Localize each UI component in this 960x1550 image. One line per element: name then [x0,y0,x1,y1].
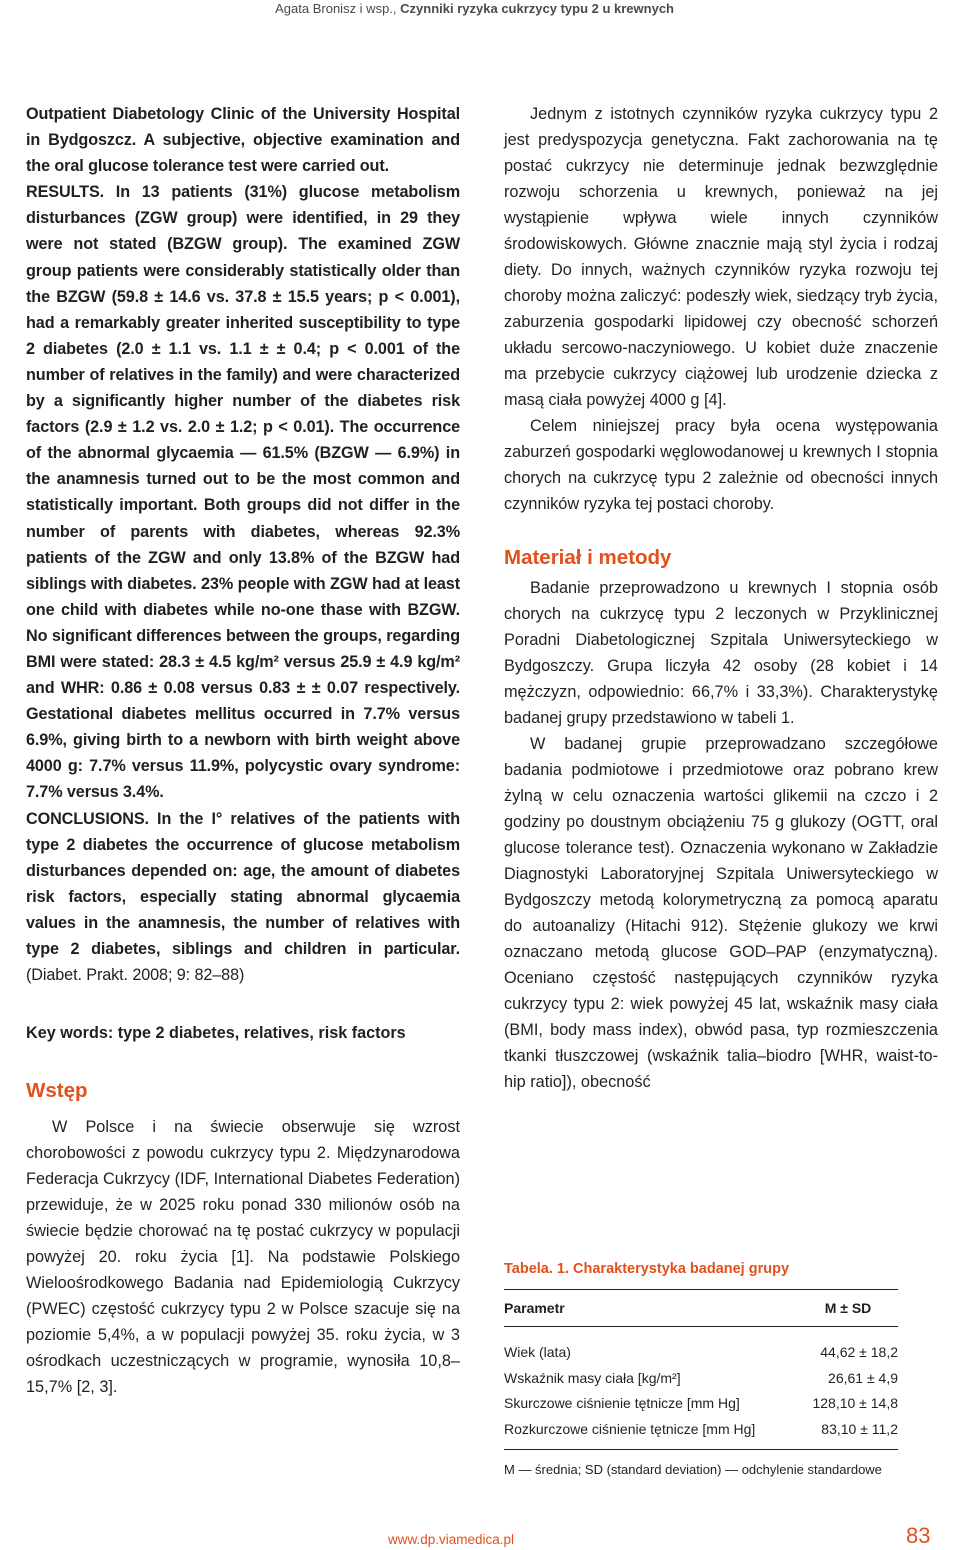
table-cell-value: 26,61 ± 4,9 [828,1369,898,1386]
table-cell-value: 44,62 ± 18,2 [820,1344,898,1360]
table-header-parametr: Parametr [504,1290,798,1327]
abstract-conclusions: CONCLUSIONS. In the I° relatives of the patients with type 2 diabetes the occurrence of glucose metabolism disturbances depended on: age, the amount of diabetes risk factors, especially stating abnormal glycaemia values in the anamnesis, the number of relatives with type 2 diabetes, siblings and children in particular. [26,809,460,958]
table-cell-param: Skurczowe ciśnienie tętnicze [mm Hg] [504,1395,740,1411]
methods-paragraph-1: Badanie przeprowadzono u krewnych I stopnia osób chorych na cukrzycę typu 2 leczonych w Przyklinicznej Poradni Diabetologicznej Szpitala Uniwersyteckiego w Bydgoszczy. Grupa liczyła 42 osoby (28 kobiet i 14 mężczyzn, odpowiednio: 66,7% i 33,3%). Charakterystykę badanej grupy przedstawiono w tabeli 1. [504,579,938,727]
table-cell-value: 83,10 ± 11,2 [798,1417,898,1450]
section-title-methods: Materiał i metody [504,546,672,569]
right-column [504,101,938,1095]
table-note: M — średnia; SD (standard deviation) — odchylenie standardowe [504,1462,882,1477]
table-row [504,1366,898,1392]
table-caption: Tabela. 1. Charakterystyka badanej grupy [504,1261,790,1277]
section-title-wstep: Wstęp [26,1079,88,1103]
table-cell-value: 128,10 ± 14,8 [812,1395,898,1411]
running-head-authors: Agata Bronisz i wsp. [275,1,393,16]
wstep-paragraph: W Polsce i na świecie obserwuje się wzrost chorobowości z powodu cukrzycy typu 2. Międzynarodowa Federacja Cukrzycy (IDF, International Diabetes Federation) przewiduje, że w 2025 roku ponad 330 milionów osób na świecie będzie chorować na tę postać cukrzycy w populacji powyżej 20. roku życia [1]. Na podstawie Polskiego Wieloośrodkowego Badania nad Epidemiologią Cukrzycy (PWEC) częstość cukrzycy typu 2 w Polsce szacuje się na poziomie 5,4%, a w populacji powyżej 35. roku życia, w 3 ośrodkach uczestniczących w programie, wynosiła 10,8–15,7% [2, 3]. [26,1118,460,1397]
left-column [26,101,460,1400]
page-number: 83 [906,1523,931,1548]
running-head: Agata Bronisz i wsp., Czynniki ryzyka cukrzycy typu 2 u krewnych [275,1,674,16]
methods-body [504,575,938,1095]
table-header-row [504,1290,898,1327]
table-cell-param: Wskaźnik masy ciała [kg/m²] [504,1369,681,1386]
intro-body [504,101,938,517]
abstract-citation: (Diabet. Prakt. 2008; 9: 82–88) [26,966,245,985]
footer-url[interactable]: www.dp.viamedica.pl [388,1532,515,1547]
table-cell-param: Rozkurczowe ciśnienie tętnicze [mm Hg] [504,1417,798,1450]
table-row [504,1417,898,1450]
abstract [26,101,460,988]
intro-paragraph-2: Celem niniejszej pracy była ocena występowania zaburzeń gospodarki węglowodanowej u krewnych I stopnia chorych na cukrzycę typu 2 zależnie od obecności innych czynników ryzyka tej postaci choroby. [504,417,938,513]
intro-paragraph-1: Jednym z istotnych czynników ryzyka cukrzycy typu 2 jest predyspozycja genetyczna. Fakt zachorowania na tę postać cukrzycy nie determinuje jednak bezwzględnie rozwoju schorzenia u krewnych, ponieważ na jej wystąpienie wpływa wiele innych czynników środowiskowych. Główne znacznie mają styl życia i rodzaj diety. Do innych, ważnych czynników ryzyka rozwoju tej choroby można zaliczyć: podeszły wiek, siedzący tryb życia, zaburzenia gospodarki lipidowej czy obecność schorzeń układu sercowo-naczyniowego. U kobiet duże znaczenie ma przebycie cukrzycy ciążowej lub urodzenie dziecka z masą ciała powyżej 4000 g [4]. [504,105,938,409]
abstract-methods: Outpatient Diabetology Clinic of the University Hospital in Bydgoszcz. A subjective, objective examination and the oral glucose tolerance test were carried out. [26,105,460,176]
table-row [504,1391,898,1417]
table-1 [504,1259,898,1477]
table-header-msd: M ± SD [798,1290,898,1327]
keywords: Key words: type 2 diabetes, relatives, risk factors [26,1024,406,1043]
running-head-title: Czynniki ryzyka cukrzycy typu 2 u krewnych [400,1,674,16]
table-cell-param: Wiek (lata) [504,1344,571,1360]
characteristics-table [504,1289,898,1450]
table-row [504,1327,898,1366]
methods-paragraph-2: W badanej grupie przeprowadzano szczegółowe badania podmiotowe i przedmiotowe oraz pobrano krew żylną w celu oznaczenia wartości glikemii na czczo i 2 godziny po doustnym obciążeniu 75 g glukozy (OGTT, oral glucose tolerance test). Oznaczenia wykonano w Zakładzie Diagnostyki Laboratoryjnej Szpitala Uniwersyteckiego w Bydgoszczy metodą kolorymetryczną za pomocą aparatu do autoanalizy (Hitachi 912). Stężenie glukozy we krwi oznaczano metodą glucose GOD–PAP (enzymatyczną). Oceniano częstość następujących czynników ryzyka cukrzycy typu 2: wiek powyżej 45 lat, wskaźnik masy ciała (BMI, body mass index), obwód pasa, typ rozmieszczenia tkanki tłuszczowej (wskaźnik talia–biodro [WHR, waist-to-hip ratio]), obecność [504,735,938,1091]
wstep-body [26,1114,460,1400]
abstract-results: RESULTS. In 13 patients (31%) glucose metabolism disturbances (ZGW group) were identified, in 29 they were not stated (BZGW group). The examined ZGW group patients were considerably statistically older than the BZGW (59.8 ± 14.6 vs. 37.8 ± 15.5 years; p < 0.001), had a remarkably greater inherited susceptibility to type 2 diabetes (2.0 ± 1.1 vs. 1.1 ± ± 0.4; p < 0.001 of the number of relatives in the family) and were characterized by a significantly higher number of the diabetes risk factors (2.9 ± 1.2 vs. 2.0 ± 1.2; p < 0.01). The occurrence of the abnormal glycaemia — 61.5% (BZGW — 6.9%) in the anamnesis turned out to be the most common and statistically important. Both groups did not differ in the number of parents with diabetes, whereas 92.3% patients of the ZGW and only 13.8% of the BZGW had siblings with diabetes. 23% people with ZGW had at least one child with diabetes while no-one thase with BZGW. No significant differences between the groups, regarding BMI were stated: 28.3 ± 4.5 kg/m² versus 25.9 ± 4.9 kg/m² and WHR: 0.86 ± 0.08 versus 0.83 ± ± 0.07 respectively. Gestational diabetes mellitus occurred in 7.7% versus 6.9%, giving birth to a newborn with birth weight above 4000 g: 7.7% versus 11.9%, polycystic ovary syndrome: 7.7% versus 3.4%. [26,183,460,802]
